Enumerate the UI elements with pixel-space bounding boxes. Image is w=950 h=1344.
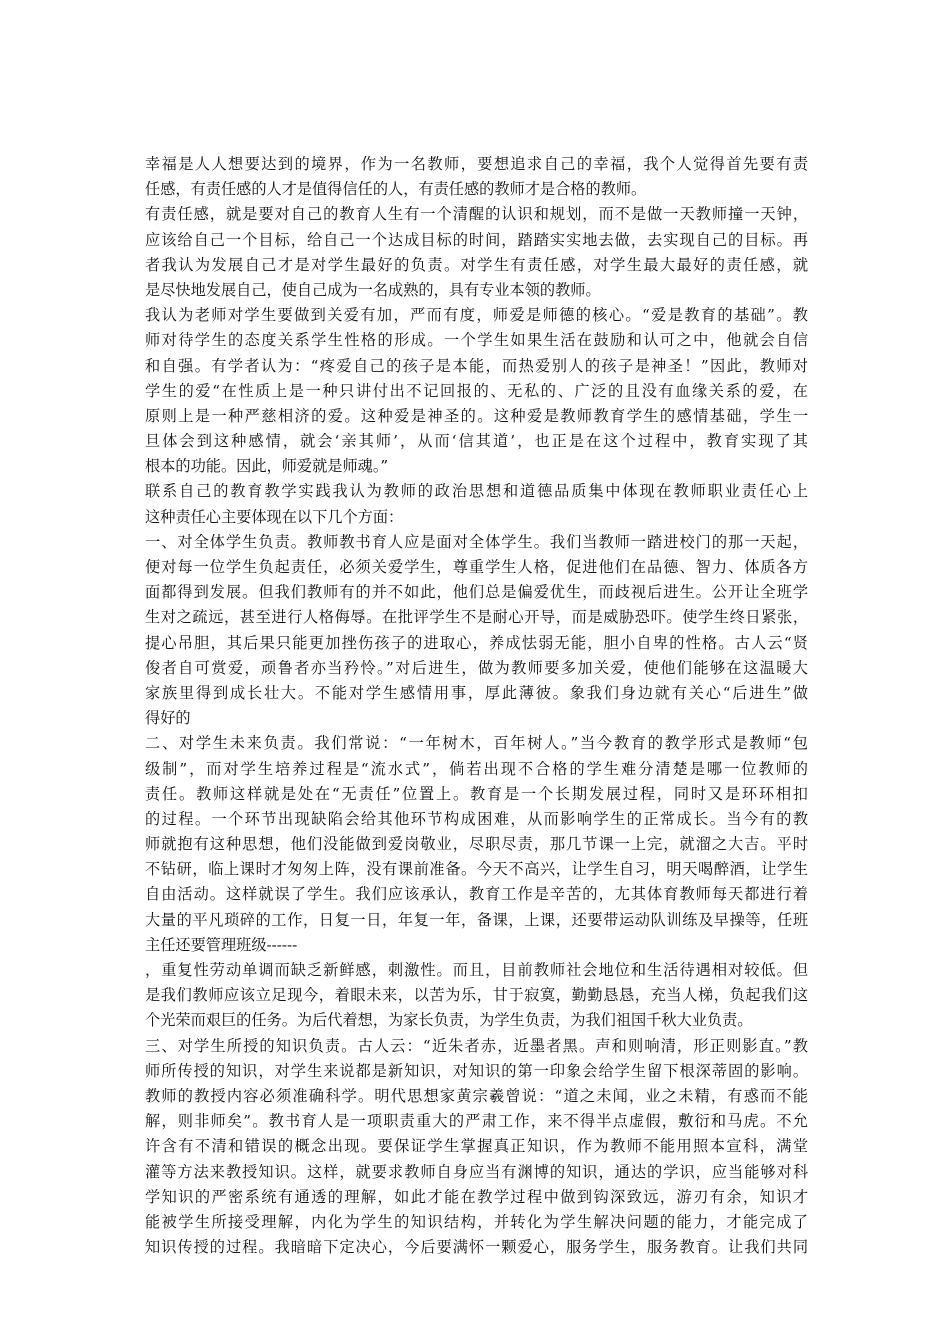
text-line: 许含有不清和错误的概念出现。要保证学生掌握真正知识，作为教师不能用照本宣科，满堂 [145,1137,808,1156]
text-line: 大量的平凡琐碎的工作，日复一日，年复一年，备课，上课，还要带运动队训练及早操等，任班 [145,910,808,929]
text-line: 知识传授的过程。我暗暗下定决心，今后要满怀一颗爱心，服务学生，服务教育。让我们共同 [145,1238,808,1257]
text-line: 师就抱有这种思想，他们没能做到爱岗敬业，尽职尽责，那几节课一上完，就溜之大吉。平时 [145,835,808,854]
text-line: 和自强。有学者认为：“疼爱自己的孩子是本能，而热爱别人的孩子是神圣！”因此，教师对 [145,356,808,375]
text-line: 应该给自己一个目标，给自己一个达成目标的时间，踏踏实实地去做，去实现自己的目标。再 [145,230,808,249]
text-line: 二、对学生未来负责。我们常说：“一年树木，百年树人。”当今教育的教学形式是教师“包 [145,734,808,753]
text-line: 者我认为发展自己才是对学生最好的负责。对学生有责任感，对学生最大最好的责任感，就 [145,255,808,274]
text-line: ，重复性劳动单调而缺乏新鲜感，刺激性。而且，目前教师社会地位和生活待遇相对较低。但 [145,961,808,979]
text-line: 主任还要管理班级------ [145,935,298,954]
text-line: 根本的功能。因此，师爱就是师魂。” [145,457,389,476]
text-line: 俊者自可赏爱，顽鲁者亦当矜怜。”对后进生，做为教师要多加关爱，使他们能够在这温暖大 [145,658,808,677]
text-line: 不钻研，临上课时才匆匆上阵，没有课前准备。今天不高兴，让学生自习，明天喝醉酒，让学生 [145,860,808,879]
text-line: 这种责任心主要体现在以下几个方面： [145,507,404,526]
text-line: 是我们教师应该立足现今，着眼未来，以苦为乐，甘于寂寞，勤勤恳恳，充当人梯，负起我们这 [145,986,808,1005]
text-line: 能被学生所接受理解，内化为学生的知识结构，并转化为学生解决问题的能力，才能完成了 [145,1212,808,1231]
text-line: 是尽快地发展自己，使自己成为一名成熟的，具有专业本领的教师。 [145,280,601,299]
text-line: 旦体会到这种感情，就会‘亲其师’，从而‘信其道’，也正是在这个过程中，教育实现了其 [145,432,808,451]
text-line: 家族里得到成长壮大。不能对学生感情用事，厚此薄彼。象我们身边就有关心“后进生”做 [145,683,808,702]
text-line: 三、对学生所授的知识负责。古人云：“近朱者赤，近墨者黑。声和则响清，形正则影直。”教 [145,1036,808,1055]
text-line: 得好的 [145,709,191,728]
text-line: 解，则非师矣”。教书育人是一项职责重大的严肃工作，来不得半点虚假，敷衍和马虎。不允 [145,1112,808,1131]
text-line: 灌等方法来教授知识。这样，就要求教师自身应当有渊博的知识，通达的学识，应当能够对科 [145,1162,808,1181]
text-line: 联系自己的教育教学实践我认为教师的政治思想和道德品质集中体现在教师职业责任心上 [145,482,808,501]
text-line: 幸福是人人想要达到的境界，作为一名教师，要想追求自己的幸福，我个人觉得首先要有责 [145,155,808,173]
text-line: 的过程。一个环节出现缺陷会给其他环节构成困难，从而影响学生的正常成长。当今有的教 [145,809,808,828]
text-line: 原则上是一种严慈相济的爱。这种爱是神圣的。这种爱是教师教育学生的感情基础，学生一 [145,406,808,425]
document-body [145,152,808,1260]
text-line: 学知识的严密系统有通透的理解，如此才能在教学过程中做到钩深致远，游刃有余，知识才 [145,1187,808,1206]
text-line: 级制”，而对学生培养过程是“流水式”，倘若出现不合格的学生难分清楚是哪一位教师的 [145,759,808,778]
text-line: 提心吊胆，其后果只能更加挫伤孩子的进取心，养成怯弱无能，胆小自卑的性格。古人云“贤 [145,633,808,652]
text-line: 生对之疏远，甚至进行人格侮辱。在批评学生不是耐心开导，而是威胁恐吓。使学生终日紧张， [145,608,808,627]
text-line: 学生的爱“在性质上是一种只讲付出不记回报的、无私的、广泛的且没有血缘关系的爱，在 [145,381,808,400]
text-line: 便对每一位学生负起责任，必须关爱学生，尊重学生人格，促进他们在品德、智力、体质各方 [145,558,808,576]
text-line: 教师的教授内容必须准确科学。明代思想家黄宗羲曾说：“道之未闻，业之未精，有惑而不能 [145,1086,808,1105]
text-line: 我认为老师对学生要做到关爱有加，严而有度，师爱是师德的核心。“爱是教育的基础”。教 [145,306,808,325]
text-line: 个光荣而艰巨的任务。为后代着想，为家长负责，为学生负责，为我们祖国千秋大业负责。 [145,1011,753,1030]
text-line: 师所传授的知识，对学生来说都是新知识，对知识的第一印象会给学生留下根深蒂固的影响。 [145,1061,808,1080]
text-line: 任感，有责任感的人才是值得信任的人，有责任感的教师才是合格的教师。 [145,180,647,199]
text-line: 面都得到发展。但我们教师有的并不如此，他们总是偏爱优生，而歧视后进生。公开让全班学 [145,583,808,602]
text-line: 师对待学生的态度关系学生性格的形成。一个学生如果生活在鼓励和认可之中，他就会自信 [145,331,808,350]
text-line: 一、对全体学生负责。教师教书育人应是面对全体学生。我们当教师一踏进校门的那一天起， [145,532,808,551]
text-line: 责任。教师这样就是处在“无责任”位置上。教育是一个长期发展过程，同时又是环环相扣 [145,784,808,803]
text-line: 有责任感，就是要对自己的教育人生有一个清醒的认识和规划，而不是做一天教师撞一天钟， [145,205,808,224]
text-line: 自由活动。这样就误了学生。我们应该承认，教育工作是辛苦的，尢其体育教师每天都进行着 [145,885,808,904]
